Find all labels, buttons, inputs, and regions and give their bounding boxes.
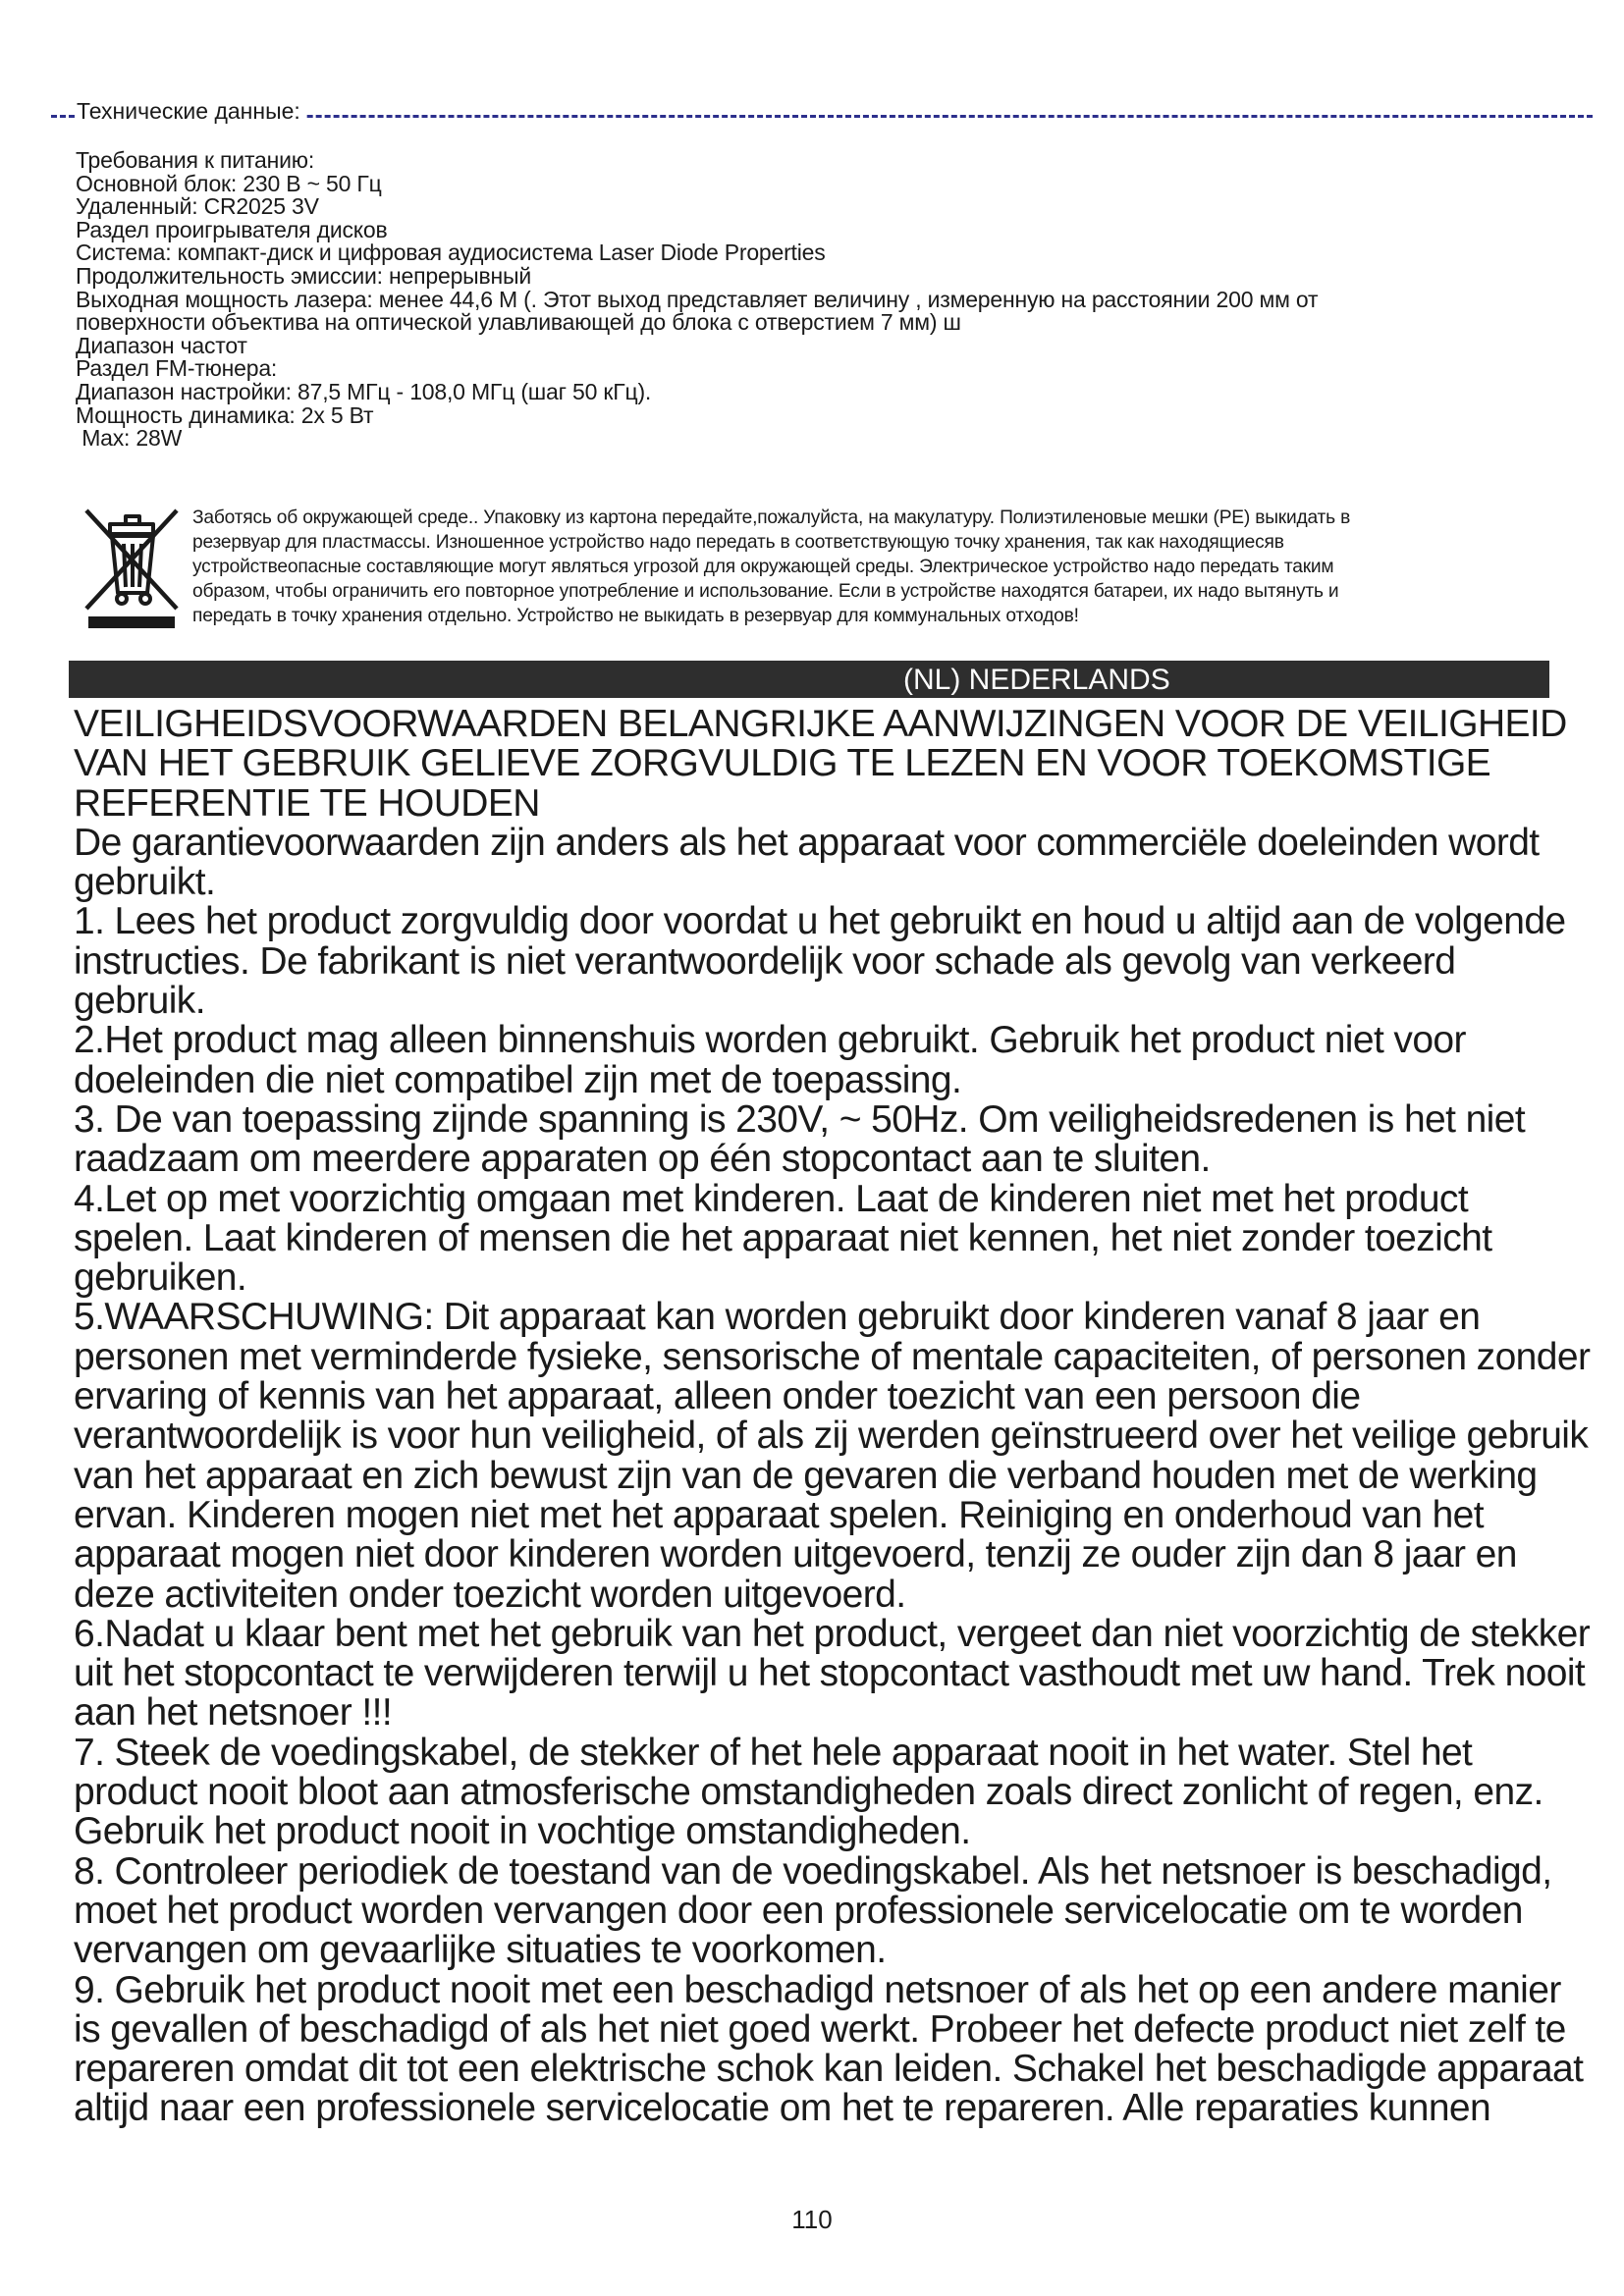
text-line: gebruikt. bbox=[74, 861, 216, 904]
spec-line: Диапазон частот bbox=[76, 332, 247, 358]
text-line: Gebruik het product nooit in vochtige omstandigheden. bbox=[74, 1810, 971, 1853]
text-line: product nooit bloot aan atmosferische omstandigheden zoals direct zonlicht of regen, enz. bbox=[74, 1771, 1543, 1814]
text-line: REFERENTIE TE HOUDEN bbox=[74, 781, 540, 825]
notice-line: передать в точку хранения отдельно. Устройство не выкидать в резервуар для коммунальных отходов! bbox=[192, 606, 1079, 626]
text-line: personen met verminderde fysieke, sensorische of mentale capaciteiten, of personen zonder bbox=[74, 1335, 1591, 1378]
text-line: apparaat mogen niet door kinderen worden uitgevoerd, tenzij ze ouder zijn dan 8 jaar en bbox=[74, 1533, 1517, 1576]
text-line: 3. De van toepassing zijnde spanning is 230V, ~ 50Hz. Om veiligheidsredenen is het niet bbox=[74, 1097, 1526, 1141]
text-line: VAN HET GEBRUIK GELIEVE ZORGVULDIG TE LEZEN EN VOOR TOEKOMSTIGE bbox=[74, 742, 1491, 785]
spec-line: Требования к питанию: bbox=[76, 147, 315, 173]
notice-line: резервуар для пластмассы. Изношенное устройство надо передать в соответствующую точку хранения, так как находящиесяв bbox=[192, 532, 1284, 553]
text-line: VEILIGHEIDSVOORWAARDEN BELANGRIJKE AANWIJZINGEN VOOR DE VEILIGHEID bbox=[74, 703, 1567, 745]
heading-text: Технические данные: bbox=[77, 96, 306, 126]
environment-notice bbox=[192, 506, 1547, 628]
dutch-safety-text bbox=[74, 703, 1591, 2130]
text-line: 2.Het product mag alleen binnenshuis worden gebruikt. Gebruik het product niet voor bbox=[74, 1019, 1466, 1062]
spec-line: Система: компакт-диск и цифровая аудиосистема Laser Diode Properties bbox=[76, 240, 826, 266]
text-line: 1. Lees het product zorgvuldig door voordat u het gebruikt en houd u altijd aan de volgende bbox=[74, 900, 1566, 943]
text-line: vervangen om gevaarlijke situaties te voorkomen. bbox=[74, 1929, 887, 1972]
text-line: 4.Let op met voorzichtig omgaan met kinderen. Laat de kinderen niet met het product bbox=[74, 1177, 1469, 1220]
text-line: ervan. Kinderen mogen niet met het apparaat spelen. Reiniging en onderhoud van het bbox=[74, 1493, 1484, 1536]
text-line: 5.WAARSCHUWING: Dit apparaat kan worden gebruikt door kinderen vanaf 8 jaar en bbox=[74, 1296, 1481, 1339]
specs-block bbox=[76, 149, 1529, 451]
section-heading-technical-data bbox=[51, 96, 1593, 126]
spec-line: Мощность динамика: 2x 5 Вт bbox=[76, 401, 374, 428]
text-line: De garantievoorwaarden zijn anders als het apparaat voor commerciële doeleinden wordt bbox=[74, 821, 1540, 864]
text-line: verantwoordelijk is voor hun veiligheid, of als zij werden geïnstrueerd over het veilige gebruik bbox=[74, 1415, 1589, 1458]
text-line: gebruiken. bbox=[74, 1256, 247, 1300]
text-line: 6.Nadat u klaar bent met het gebruik van het product, vergeet dan niet voorzichtig de stekker bbox=[74, 1612, 1591, 1655]
text-line: ervaring of kennis van het apparaat, alleen onder toezicht van een persoon die bbox=[74, 1375, 1361, 1418]
text-line: gebruik. bbox=[74, 980, 205, 1023]
text-line: uit het stopcontact te verwijderen terwijl u het stopcontact vasthoudt met uw hand. Trek nooit bbox=[74, 1652, 1586, 1695]
text-line: altijd naar een professionele servicelocatie om het te repareren. Alle reparaties kunnen bbox=[74, 2087, 1491, 2130]
text-line: 7. Steek de voedingskabel, de stekker of het hele apparaat nooit in het water. Stel het bbox=[74, 1731, 1473, 1774]
text-line: van het apparaat en zich bewust zijn van de gevaren die verband houden met de werking bbox=[74, 1454, 1538, 1497]
text-line: spelen. Laat kinderen of mensen die het apparaat niet kennen, het niet zonder toezicht bbox=[74, 1216, 1492, 1259]
notice-line: устройствеопасные составляющие могут являться угрозой для окружающей среды. Электрическое устройство надо передать таким bbox=[192, 557, 1334, 577]
crossed-out-wheelie-bin-icon bbox=[79, 503, 185, 632]
spec-line: Max: 28W bbox=[76, 425, 183, 452]
text-line: deze activiteiten onder toezicht worden uitgevoerd. bbox=[74, 1573, 906, 1616]
notice-line: Заботясь об окружающей среде.. Упаковку из картона передайте,пожалуйста, на макулатуру. Полиэтиленовые мешки (PE) выкидать в bbox=[192, 507, 1351, 528]
spec-line: Раздел FM-тюнера: bbox=[76, 355, 278, 382]
text-line: is gevallen of beschadigd of als het niet goed werkt. Probeer het defecte product niet zelf te bbox=[74, 2007, 1566, 2051]
text-line: aan het netsnoer !!! bbox=[74, 1691, 393, 1735]
spec-line: поверхности объектива на оптической улавливающей до блока с отверстием 7 мм) ш bbox=[76, 309, 961, 336]
text-line: 8. Controleer periodiek de toestand van de voedingskabel. Als het netsnoer is beschadigd, bbox=[74, 1849, 1552, 1893]
spec-line: Раздел проигрывателя дисков bbox=[76, 216, 388, 242]
text-line: 9. Gebruik het product nooit met een beschadigd netsnoer of als het op een andere manier bbox=[74, 1968, 1561, 2011]
language-section-bar bbox=[69, 661, 1549, 698]
page-number: 110 bbox=[791, 2205, 833, 2234]
text-line: instructies. De fabrikant is niet verantwoordelijk voor schade als gevolg van verkeerd bbox=[74, 939, 1456, 983]
spec-line: Выходная мощность лазера: менее 44,6 М (. Этот выход представляет величину , измеренную на расстоянии 200 мм от bbox=[76, 286, 1319, 312]
language-label: (NL) NEDERLANDS bbox=[903, 664, 1170, 696]
text-line: raadzaam om meerdere apparaten op één stopcontact aan te sluiten. bbox=[74, 1138, 1211, 1181]
text-line: repareren omdat dit tot een elektrische schok kan leiden. Schakel het beschadigde apparaat bbox=[74, 2048, 1584, 2091]
spec-line: Основной блок: 230 В ~ 50 Гц bbox=[76, 170, 382, 196]
spec-line: Диапазон настройки: 87,5 МГц - 108,0 МГц (шаг 50 кГц). bbox=[76, 378, 652, 404]
text-line: moet het product worden vervangen door een professionele servicelocatie om te worden bbox=[74, 1889, 1523, 1932]
notice-line: образом, чтобы ограничить его повторное употребление и использование. Если в устройстве находятся батареи, их надо вытянуть и bbox=[192, 581, 1339, 602]
text-line: doeleinden die niet compatibel zijn met de toepassing. bbox=[74, 1058, 962, 1101]
spec-line: Удаленный: CR2025 3V bbox=[76, 193, 319, 220]
spec-line: Продолжительность эмиссии: непрерывный bbox=[76, 262, 532, 289]
